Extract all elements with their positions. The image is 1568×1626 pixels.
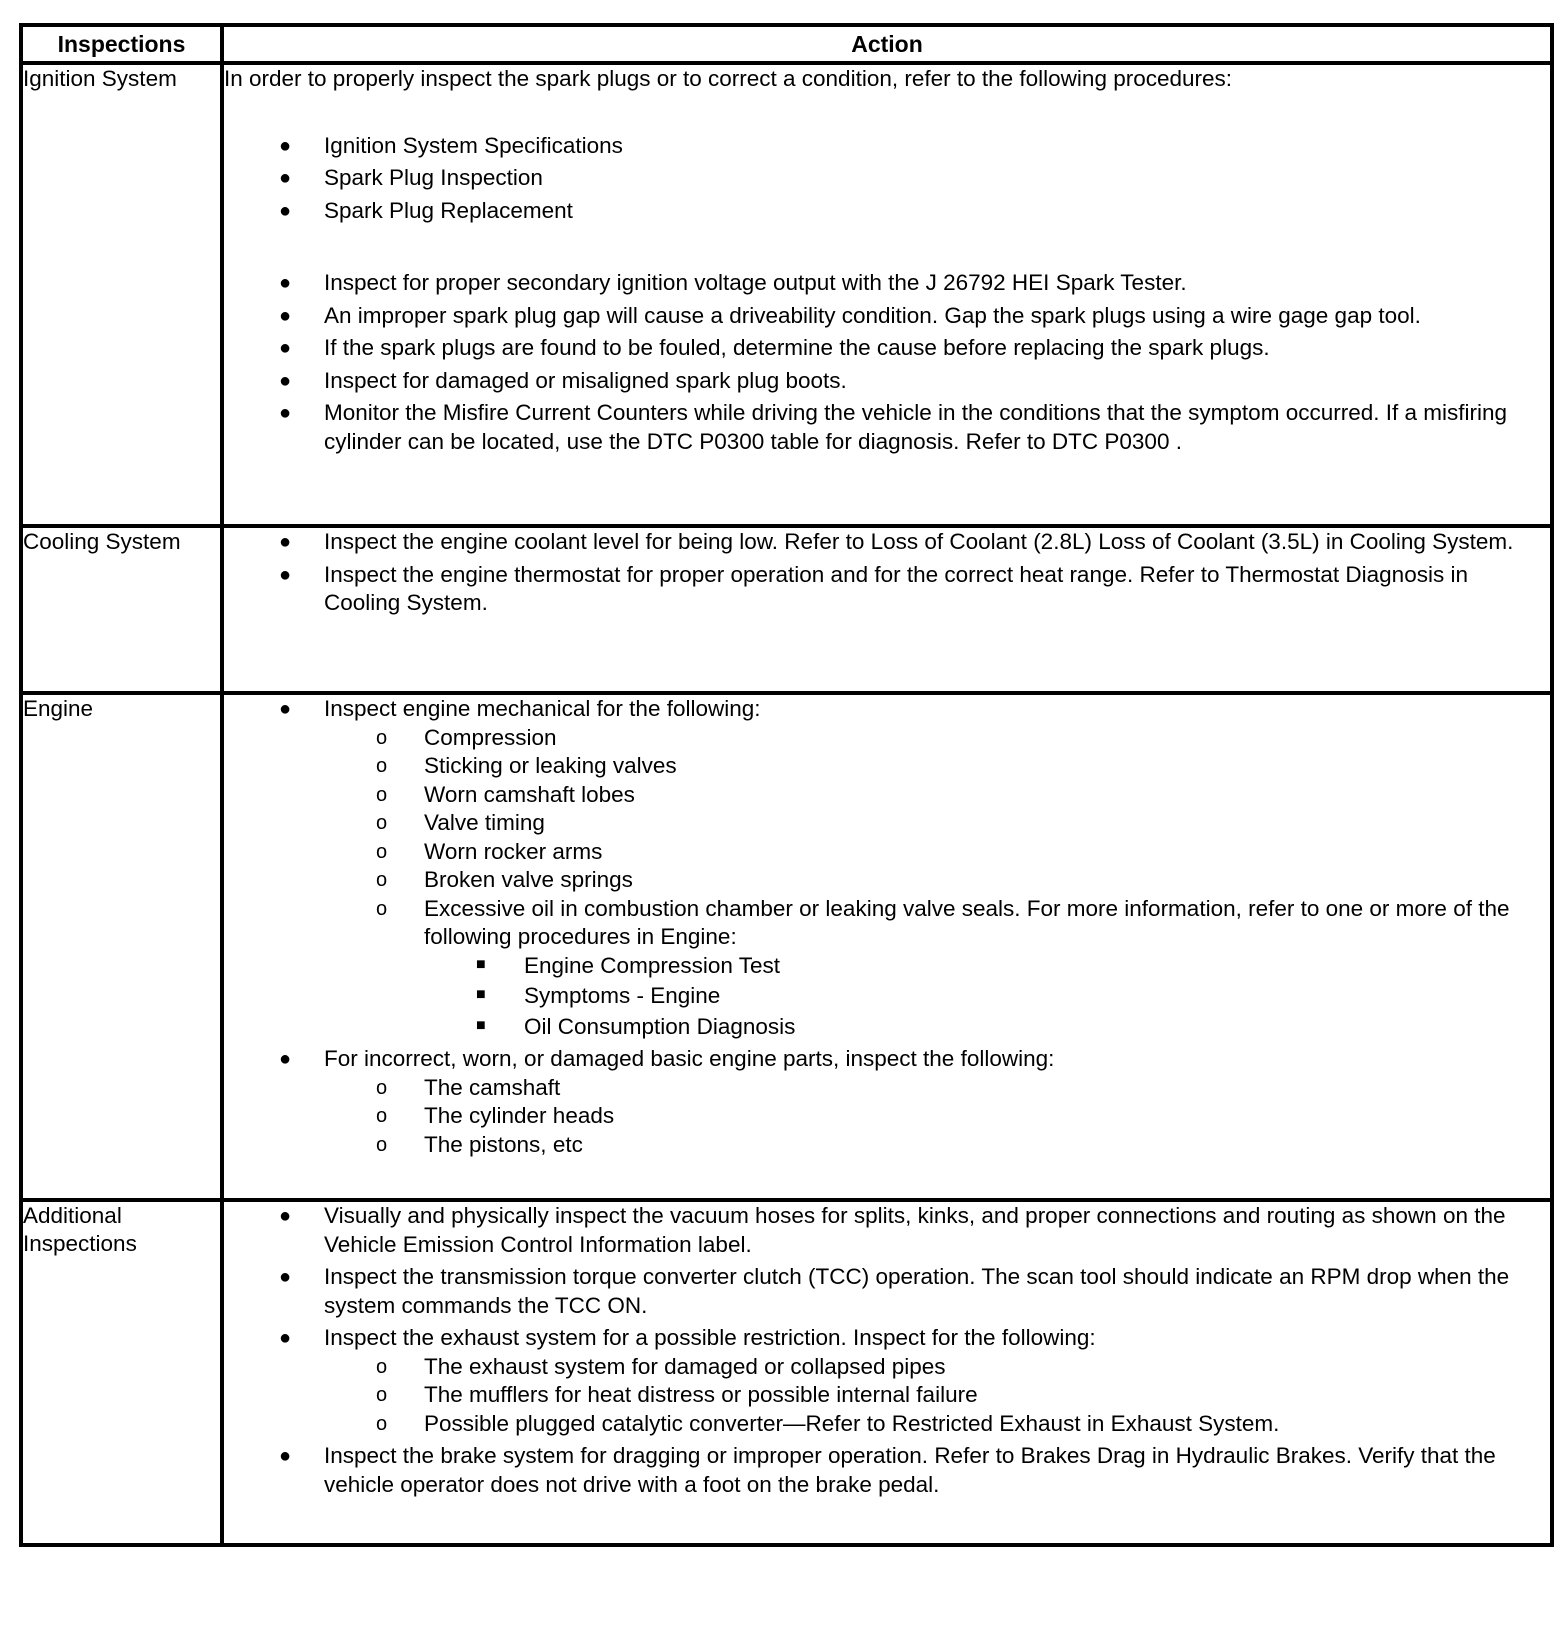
sub-list-item <box>324 1074 1550 1103</box>
bullet-icon: ● <box>279 402 292 424</box>
item-text: Broken valve springs <box>424 867 633 892</box>
bullet-icon: ● <box>279 531 292 553</box>
sub-sub-list-item <box>424 1013 1550 1042</box>
mechanical-sublist <box>324 724 1550 1042</box>
item-text: Inspect the engine thermostat for proper operation and for the correct heat range. Refer to Thermostat Diagnosis in Cooling System. <box>324 561 1468 615</box>
action-engine <box>222 693 1552 1200</box>
bullet-icon: ● <box>279 167 292 189</box>
list-item <box>224 164 1550 193</box>
row-additional-inspections <box>21 1200 1552 1545</box>
sub-sub-list-item <box>424 952 1550 981</box>
square-bullet-icon: ■ <box>476 986 486 1003</box>
list-item <box>224 1324 1550 1438</box>
header-inspections: Inspections <box>21 25 222 63</box>
list-item <box>224 695 1550 1041</box>
row-ignition-system <box>21 63 1552 526</box>
bullet-icon: ● <box>279 369 292 392</box>
label-additional-inspections: Additional Inspections <box>21 1200 222 1545</box>
circle-bullet-icon: o <box>376 755 388 777</box>
item-text: Valve timing <box>424 810 545 835</box>
circle-bullet-icon: o <box>376 1412 388 1435</box>
item-text: The mufflers for heat distress or possible internal failure <box>424 1382 978 1407</box>
list-item <box>224 334 1550 363</box>
item-text: For incorrect, worn, or damaged basic engine parts, inspect the following: <box>324 1046 1055 1071</box>
list-item <box>224 197 1550 226</box>
list-item <box>224 1045 1550 1159</box>
bullet-icon: ● <box>279 698 292 720</box>
bullet-icon: ● <box>279 304 292 327</box>
procedures-sublist <box>424 952 1550 1042</box>
sub-list-item <box>324 724 1550 753</box>
procedure-link-ignition-specs[interactable]: Ignition System Specifications <box>324 132 623 158</box>
procedure-link-oil-consumption[interactable]: Oil Consumption Diagnosis <box>524 1013 796 1039</box>
sub-sub-list-item <box>424 982 1550 1011</box>
sub-list-item <box>324 809 1550 838</box>
item-text: Inspect the exhaust system for a possible restriction. Inspect for the following: <box>324 1325 1096 1350</box>
row-engine <box>21 693 1552 1200</box>
bullet-icon: ● <box>279 134 292 157</box>
item-text: If the spark plugs are found to be fouled, determine the cause before replacing the spark plugs. <box>324 335 1270 360</box>
item-text: Inspect the brake system for dragging or improper operation. Refer to Brakes Drag in Hydraulic Brakes. Verify that the vehicle operator does not drive with a foot on the brake pedal. <box>324 1443 1496 1497</box>
sub-list-item <box>324 1353 1550 1382</box>
sub-list-item <box>324 1381 1550 1410</box>
additional-list <box>224 1202 1550 1499</box>
item-text: Possible plugged catalytic converter—Refer to Restricted Exhaust in Exhaust System. <box>424 1410 1280 1436</box>
circle-bullet-icon: o <box>376 1384 388 1406</box>
circle-bullet-icon: o <box>376 783 388 806</box>
list-item <box>224 132 1550 161</box>
circle-bullet-icon: o <box>376 1133 388 1156</box>
label-engine: Engine <box>21 693 222 1200</box>
sub-list-item <box>324 866 1550 895</box>
item-text: Inspect for damaged or misaligned spark plug boots. <box>324 367 847 393</box>
row-cooling-system <box>21 526 1552 693</box>
list-item <box>224 269 1550 298</box>
circle-bullet-icon: o <box>376 812 388 834</box>
circle-bullet-icon: o <box>376 897 388 920</box>
procedure-link-compression-test[interactable]: Engine Compression Test <box>524 952 780 978</box>
list-item <box>224 1442 1550 1499</box>
item-text: Inspect for proper secondary ignition voltage output with the J 26792 HEI Spark Tester. <box>324 270 1187 295</box>
sub-list-item <box>324 1102 1550 1131</box>
circle-bullet-icon: o <box>376 1076 388 1099</box>
item-text: Visually and physically inspect the vacuum hoses for splits, kinks, and proper connections and routing as shown on the Vehicle Emission Control Information label. <box>324 1203 1506 1257</box>
item-text: Monitor the Misfire Current Counters while driving the vehicle in the conditions that the symptom occurred. If a misfiring cylinder can be located, use the DTC P0300 table for diagnosis. Refer to DTC P0300 . <box>324 400 1508 454</box>
square-bullet-icon: ■ <box>476 1016 486 1034</box>
item-text: Sticking or leaking valves <box>424 753 677 778</box>
sub-list-item <box>324 895 1550 1042</box>
bullet-icon: ● <box>279 337 292 359</box>
sub-list-item <box>324 1410 1550 1439</box>
ignition-checks-list <box>224 269 1550 456</box>
bullet-icon: ● <box>279 1048 292 1070</box>
item-text: The pistons, etc <box>424 1131 583 1157</box>
sub-list-item <box>324 752 1550 781</box>
item-text: The cylinder heads <box>424 1103 615 1128</box>
ignition-procedures-list <box>224 132 1550 226</box>
item-text: Excessive oil in combustion chamber or leaking valve seals. For more information, refer to one or more of the following procedures in Engine: <box>424 895 1510 949</box>
circle-bullet-icon: o <box>376 1355 388 1378</box>
circle-bullet-icon: o <box>376 869 388 891</box>
item-text: Compression <box>424 724 557 750</box>
circle-bullet-icon: o <box>376 726 388 749</box>
bullet-icon: ● <box>279 1327 292 1349</box>
engine-list <box>224 695 1550 1159</box>
item-text: Worn rocker arms <box>424 838 603 864</box>
sub-list-item <box>324 838 1550 867</box>
spacer <box>224 229 1550 269</box>
label-cooling-system: Cooling System <box>21 526 222 693</box>
item-text: The camshaft <box>424 1074 561 1100</box>
list-item <box>224 528 1550 557</box>
bullet-icon: ● <box>279 199 292 222</box>
sub-list-item <box>324 1131 1550 1160</box>
list-item <box>224 367 1550 396</box>
action-ignition-system <box>222 63 1552 526</box>
header-action: Action <box>222 25 1552 63</box>
item-text: Inspect engine mechanical for the following: <box>324 696 761 721</box>
action-cooling-system <box>222 526 1552 693</box>
list-item <box>224 302 1550 331</box>
ignition-intro: In order to properly inspect the spark plugs or to correct a condition, refer to the following procedures: <box>224 66 1233 91</box>
item-text: Inspect the transmission torque converter clutch (TCC) operation. The scan tool should indicate an RPM drop when the system commands the TCC ON. <box>324 1264 1510 1318</box>
item-text: An improper spark plug gap will cause a driveability condition. Gap the spark plugs using a wire gage gap tool. <box>324 302 1421 328</box>
header-row <box>21 25 1552 63</box>
bullet-icon: ● <box>279 1266 292 1288</box>
bullet-icon: ● <box>279 272 292 294</box>
item-text: Worn camshaft lobes <box>424 781 635 807</box>
item-text: The exhaust system for damaged or collapsed pipes <box>424 1353 946 1379</box>
procedure-link-spark-plug-replacement[interactable]: Spark Plug Replacement <box>324 197 573 223</box>
action-additional-inspections <box>222 1200 1552 1545</box>
item-text: Inspect the engine coolant level for being low. Refer to Loss of Coolant (2.8L) Loss of Coolant (3.5L) in Cooling System. <box>324 529 1514 554</box>
procedure-link-symptoms-engine[interactable]: Symptoms - Engine <box>524 983 721 1008</box>
parts-sublist <box>324 1074 1550 1160</box>
spacer <box>224 94 1550 132</box>
list-item <box>224 561 1550 618</box>
cooling-list <box>224 528 1550 618</box>
bullet-icon: ● <box>279 563 292 586</box>
bullet-icon: ● <box>279 1205 292 1227</box>
list-item <box>224 399 1550 456</box>
procedure-link-spark-plug-inspection[interactable]: Spark Plug Inspection <box>324 165 543 190</box>
exhaust-sublist <box>324 1353 1550 1439</box>
circle-bullet-icon: o <box>376 1105 388 1127</box>
list-item <box>224 1202 1550 1259</box>
sub-list-item <box>324 781 1550 810</box>
bullet-icon: ● <box>279 1445 292 1467</box>
label-ignition-system: Ignition System <box>21 63 222 526</box>
list-item <box>224 1263 1550 1320</box>
inspections-table <box>19 23 1554 1547</box>
circle-bullet-icon: o <box>376 840 388 863</box>
square-bullet-icon: ■ <box>476 955 486 973</box>
